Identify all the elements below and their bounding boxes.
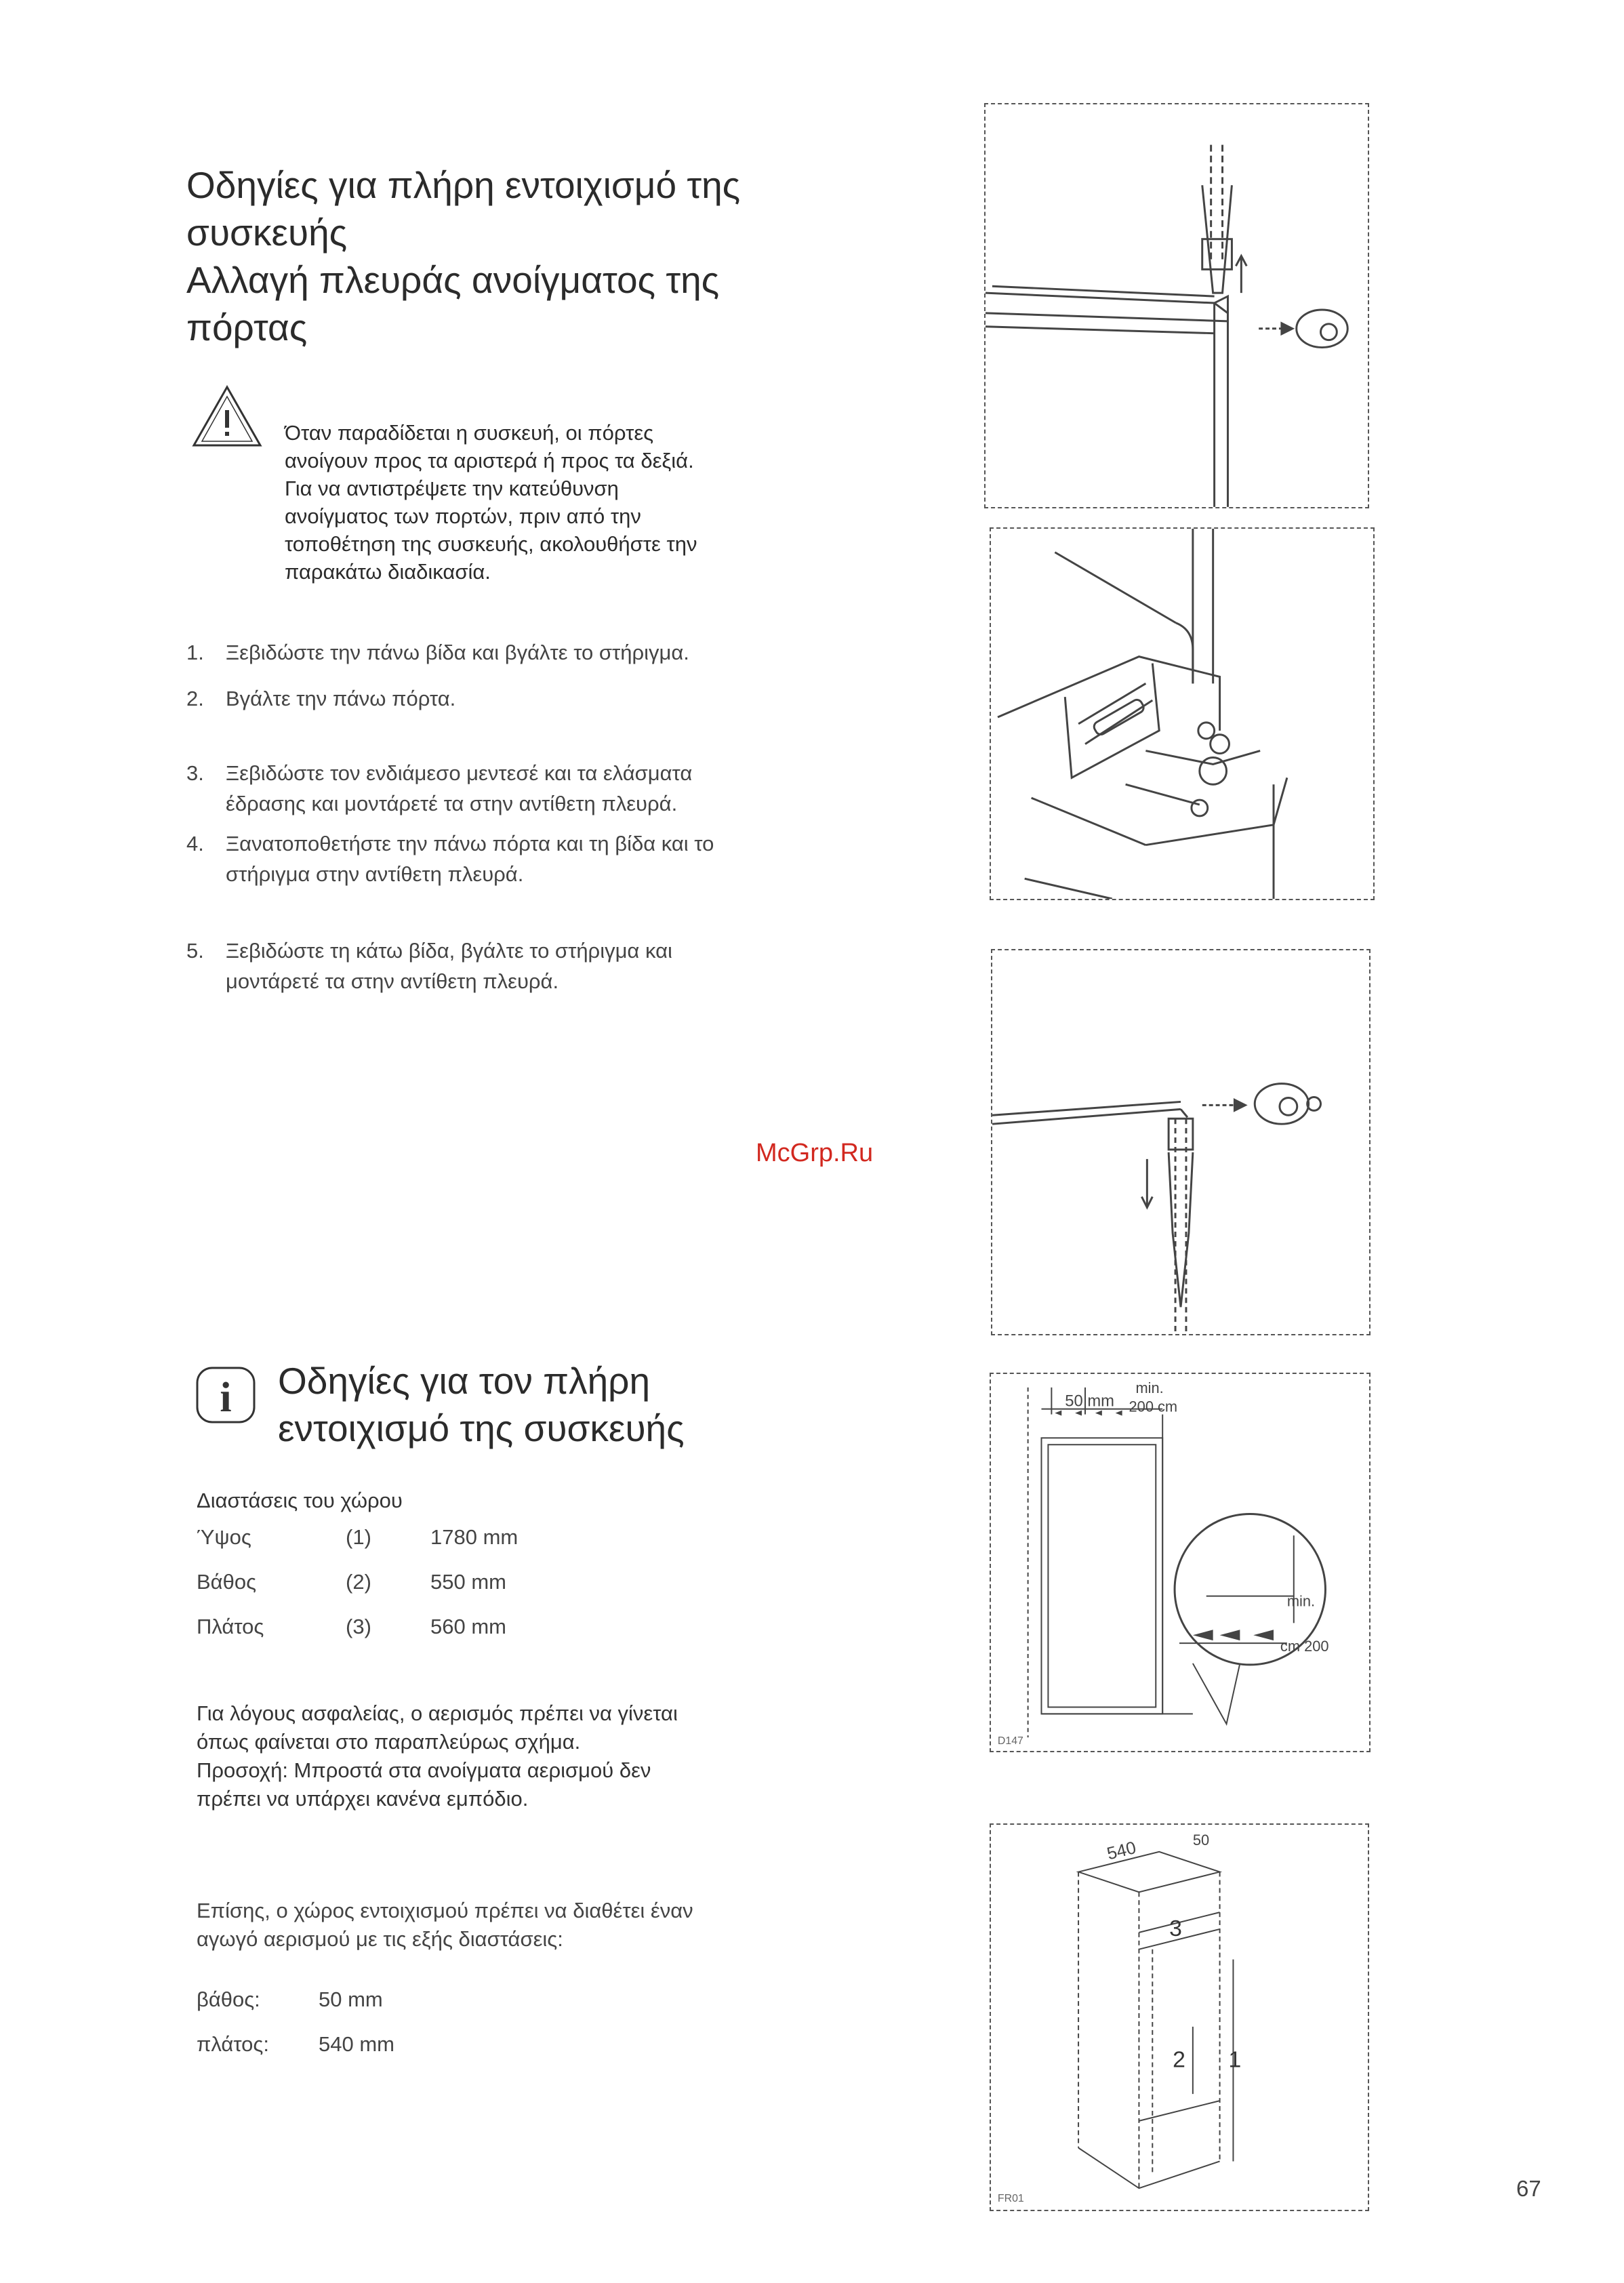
warning-line: ανοίγουν προς τα αριστερά ή προς τα δεξιά. bbox=[285, 449, 694, 472]
info-icon bbox=[193, 1362, 258, 1428]
fig4-detail-value: cm 200 bbox=[1280, 1638, 1329, 1655]
fig5-label-3: 3 bbox=[1169, 1915, 1182, 1941]
duct-label: πλάτος: bbox=[197, 2032, 269, 2056]
warning-line: Όταν παραδίδεται η συσκευή, οι πόρτες bbox=[285, 421, 654, 445]
note-line: πρέπει να υπάρχει κανένα εμπόδιο. bbox=[197, 1787, 529, 1811]
note-line: Για λόγους ασφαλείας, ο αερισμός πρέπει να γίνεται bbox=[197, 1701, 678, 1725]
note-line: Επίσης, ο χώρος εντοιχισμού πρέπει να διαθέτει έναν bbox=[197, 1899, 693, 1922]
step-text: Ξεβιδώστε την πάνω βίδα και βγάλτε το στήριγμα. bbox=[226, 641, 689, 664]
note-line: Προσοχή: Μπροστά στα ανοίγματα αερισμού δεν bbox=[197, 1758, 651, 1782]
figure-upper-hinge-drawing bbox=[986, 104, 1368, 507]
note-line: όπως φαίνεται στο παραπλεύρως σχήμα. bbox=[197, 1730, 581, 1754]
warning-text bbox=[285, 419, 840, 586]
warning-triangle-icon bbox=[190, 383, 264, 451]
step-text: Ξεβιδώστε τον ενδιάμεσο μεντεσέ και τα ελάσματα bbox=[226, 761, 693, 785]
duct-row bbox=[197, 2032, 535, 2066]
fig4-detail-min: min. bbox=[1286, 1592, 1316, 1610]
fig5-label-1: 1 bbox=[1228, 2046, 1242, 2073]
figure-ventilation bbox=[990, 1373, 1371, 1752]
figure-middle-hinge-drawing bbox=[991, 529, 1373, 899]
note-line: αγωγό αερισμού με τις εξής διαστάσεις: bbox=[197, 1927, 563, 1951]
section-title-line-1: Οδηγίες για τον πλήρη bbox=[278, 1360, 651, 1402]
watermark: McGrp.Ru bbox=[756, 1139, 874, 1167]
figure-upper-hinge bbox=[984, 103, 1369, 508]
page-number: 67 bbox=[1516, 2176, 1541, 2201]
title-line-4: πόρτας bbox=[186, 306, 308, 348]
duct-value: 540 mm bbox=[319, 2032, 394, 2056]
figure-middle-hinge bbox=[990, 527, 1375, 900]
warning-line: ανοίγματος των πορτών, πριν από την bbox=[285, 504, 641, 528]
dimension-label: Ύψος bbox=[197, 1525, 251, 1549]
fig5-dim-540: 540 bbox=[1105, 1838, 1138, 1864]
fig5-dim-50: 50 bbox=[1192, 1831, 1210, 1848]
step-number: 4. bbox=[186, 832, 204, 855]
step-text: Ξεβιδώστε τη κάτω βίδα, βγάλτε το στήριγμα και bbox=[226, 939, 672, 963]
step-text: Βγάλτε την πάνω πόρτα. bbox=[226, 687, 456, 710]
duct-row bbox=[197, 1987, 535, 2021]
info-icon-glyph: i bbox=[220, 1375, 232, 1421]
figure-niche bbox=[990, 1823, 1369, 2211]
fig4-min-value: 200 cm bbox=[1129, 1398, 1178, 1415]
step-text: Ξανατοποθετήστε την πάνω πόρτα και τη βίδα και το bbox=[226, 832, 714, 855]
step-text: μοντάρετέ τα στην αντίθετη πλευρά. bbox=[226, 969, 559, 993]
step-text: έδρασης και μοντάρετέ τα στην αντίθετη πλευρά. bbox=[226, 792, 678, 815]
dimension-label: Πλάτος bbox=[197, 1615, 264, 1638]
title-line-3: Αλλαγή πλευράς ανοίγματος της bbox=[186, 259, 720, 301]
duct-note bbox=[197, 1897, 847, 1954]
figure-ventilation-drawing bbox=[991, 1374, 1369, 1751]
step-number: 3. bbox=[186, 761, 204, 785]
warning-line: τοποθέτηση της συσκευής, ακολουθήστε την bbox=[285, 532, 697, 556]
dimension-value: 560 mm bbox=[430, 1615, 506, 1638]
figure-lower-hinge-drawing bbox=[992, 950, 1369, 1334]
step-number: 1. bbox=[186, 641, 204, 664]
ventilation-note bbox=[197, 1699, 847, 1813]
warning-line: Για να αντιστρέψετε την κατεύθυνση bbox=[285, 477, 619, 500]
dimension-value: 550 mm bbox=[430, 1570, 506, 1594]
duct-label: βάθος: bbox=[197, 1987, 260, 2011]
dimension-row bbox=[197, 1570, 603, 1604]
title-line-2: συσκευής bbox=[186, 211, 348, 254]
figure-niche-drawing bbox=[991, 1825, 1368, 2210]
dimensions-label: Διαστάσεις του χώρου bbox=[197, 1489, 403, 1512]
dimension-value: 1780 mm bbox=[430, 1525, 519, 1549]
step-number: 2. bbox=[186, 687, 204, 710]
fig4-min-label: min. bbox=[1135, 1379, 1164, 1396]
dimension-index: (3) bbox=[346, 1615, 371, 1638]
step-number: 5. bbox=[186, 939, 204, 963]
dimension-row bbox=[197, 1615, 603, 1649]
dimension-row bbox=[197, 1525, 603, 1559]
page-title bbox=[186, 161, 851, 351]
dimension-index: (1) bbox=[346, 1525, 371, 1549]
fig5-label-2: 2 bbox=[1173, 2046, 1185, 2073]
fig4-code: D147 bbox=[997, 1735, 1023, 1747]
fig4-dim-top: 50 mm bbox=[1065, 1392, 1115, 1411]
title-line-1: Οδηγίες για πλήρη εντοιχισμό της bbox=[186, 164, 741, 206]
step-text: στήριγμα στην αντίθετη πλευρά. bbox=[226, 862, 524, 886]
figure-lower-hinge bbox=[991, 949, 1371, 1335]
section-title-line-2: εντοιχισμό της συσκευής bbox=[278, 1407, 685, 1449]
duct-value: 50 mm bbox=[319, 1987, 383, 2011]
section-title bbox=[278, 1357, 854, 1452]
fig5-code: FR01 bbox=[997, 2193, 1024, 2205]
dimension-index: (2) bbox=[346, 1570, 371, 1594]
dimension-label: Βάθος bbox=[197, 1570, 257, 1594]
warning-line: παρακάτω διαδικασία. bbox=[285, 560, 491, 584]
